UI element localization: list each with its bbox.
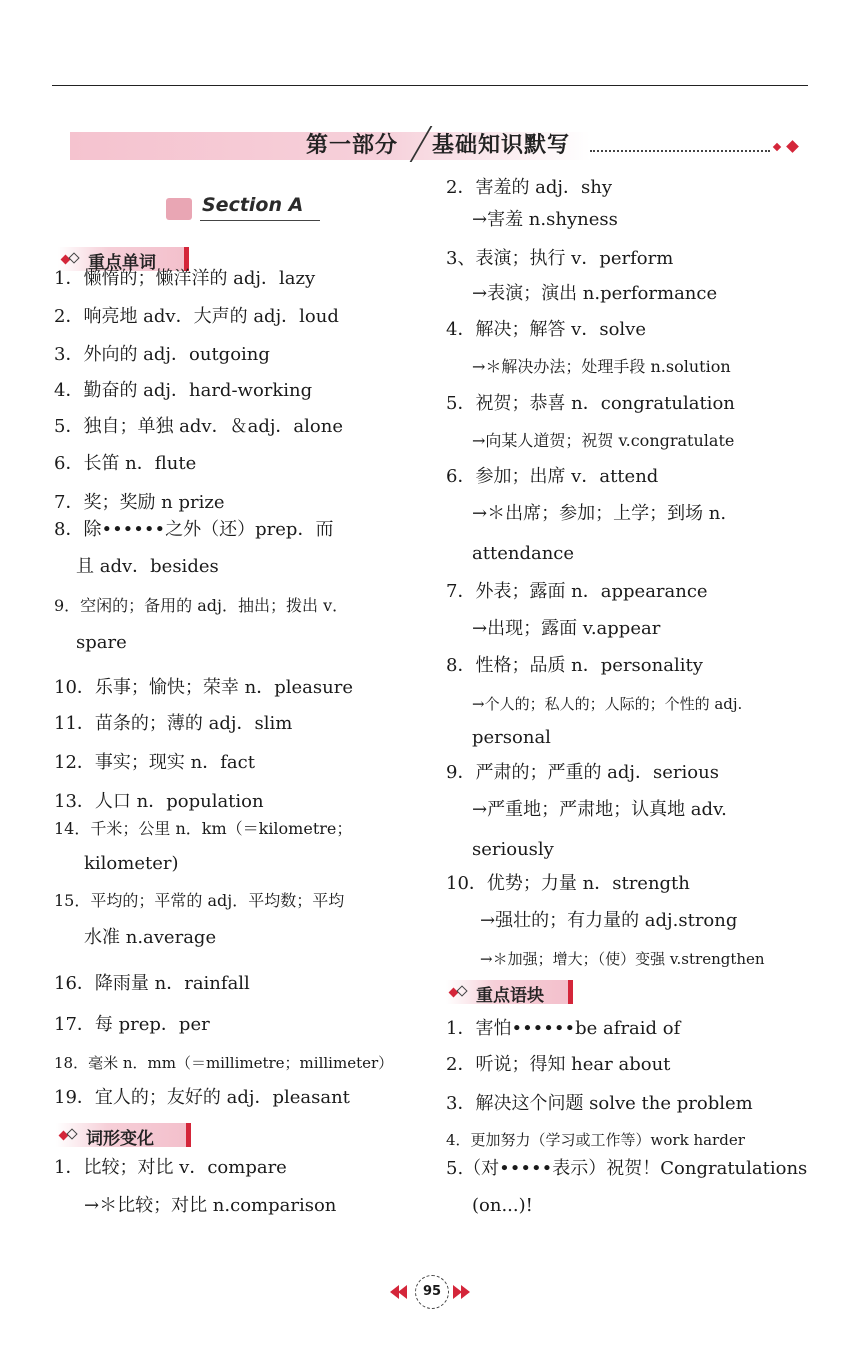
- vocab-line: 8．除••••••之外（还）prep．而: [54, 519, 334, 540]
- wordform-line: →强壮的；有力量的 adj.strong: [480, 910, 738, 931]
- vocab-line: 16．降雨量 n．rainfall: [54, 973, 250, 994]
- phrase-line: 4．更加努力（学习或工作等）work harder: [446, 1131, 745, 1149]
- wordform-line: →个人的；私人的；人际的；个性的 adj.: [472, 695, 743, 713]
- vocab-line: 2．响亮地 adv．大声的 adj．loud: [54, 306, 339, 327]
- section-heading: [160, 192, 330, 226]
- wordform-line: attendance: [472, 543, 575, 564]
- wordform-line: →出现；露面 v.appear: [472, 618, 661, 639]
- wordform-line: →＊比较；对比 n.comparison: [84, 1195, 337, 1216]
- wordform-line: →＊加强；增大；（使）变强 v.strengthen: [480, 950, 765, 968]
- wordform-line: 3、表演；执行 v．perform: [446, 248, 674, 269]
- wordform-line: →表演；演出 n.performance: [472, 283, 718, 304]
- wordform-line: 4．解决；解答 v．solve: [446, 319, 646, 340]
- wordform-line: 10．优势；力量 n．strength: [446, 873, 690, 894]
- phrase-line: 5.（对•••••表示）祝贺！Congratulations: [446, 1158, 808, 1179]
- prev-arrow-icon: [398, 1285, 407, 1299]
- vocab-line: 18．毫米 n．mm（＝millimetre；millimeter）: [54, 1054, 394, 1072]
- vocab-line: 3．外向的 adj．outgoing: [54, 344, 270, 365]
- diamond-icon: [786, 140, 799, 153]
- diamond-icon: [773, 143, 781, 151]
- section-title: Section A: [202, 194, 304, 216]
- vocab-line: 11．苗条的；薄的 adj．slim: [54, 713, 293, 734]
- wordform-line: 6．参加；出席 v．attend: [446, 466, 659, 487]
- diamond-pair-icon: [60, 1130, 76, 1140]
- part-banner: [70, 126, 808, 164]
- page-footer: [390, 1272, 470, 1312]
- banner-part-label: 第一部分: [306, 133, 399, 158]
- banner-dotted-line: [590, 150, 770, 152]
- wordform-line: 8．性格；品质 n．personality: [446, 655, 703, 676]
- vocab-line: 6．长笛 n．flute: [54, 453, 197, 474]
- vocab-line: kilometer): [84, 853, 179, 874]
- wordform-line: →严重地；严肃地；认真地 adv.: [472, 799, 727, 820]
- phrase-line: 2．听说；得知 hear about: [446, 1054, 671, 1075]
- vocab-line: 17．每 prep．per: [54, 1014, 210, 1035]
- vocab-line: 19．宜人的；友好的 adj．pleasant: [54, 1087, 350, 1108]
- vocab-line: 水准 n.average: [84, 927, 217, 948]
- wordform-line: 5．祝贺；恭喜 n．congratulation: [446, 393, 735, 414]
- cube-icon: [166, 198, 192, 220]
- page-number: 95: [415, 1275, 449, 1309]
- vocab-line: spare: [76, 632, 127, 653]
- vocab-line: 5．独自；单独 adv．＆adj．alone: [54, 416, 344, 437]
- diamond-pair-icon: [450, 987, 466, 997]
- vocab-line: 4．勤奋的 adj．hard-working: [54, 380, 313, 401]
- wordform-line: personal: [472, 727, 551, 748]
- next-arrow-icon: [461, 1285, 470, 1299]
- vocab-line: 14．千米；公里 n．km（＝kilometre；: [54, 819, 353, 838]
- banner-title: 基础知识默写: [432, 133, 571, 158]
- vocab-line: 15．平均的；平常的 adj．平均数；平均: [54, 891, 345, 910]
- vocab-line: 13．人口 n．population: [54, 791, 264, 812]
- wordform-line: 9．严肃的；严重的 adj．serious: [446, 762, 719, 783]
- wordform-line: →害羞 n.shyness: [472, 209, 618, 230]
- wordform-line: 2．害羞的 adj．shy: [446, 177, 613, 198]
- vocab-line: 7．奖；奖励 n prize: [54, 492, 225, 513]
- wordform-line: seriously: [472, 839, 554, 860]
- section-underline: [200, 220, 320, 221]
- vocab-line: 1．懒惰的；懒洋洋的 adj．lazy: [54, 268, 316, 289]
- vocab-line: 且 adv．besides: [76, 556, 219, 577]
- wordform-line: →向某人道贺；祝贺 v.congratulate: [472, 431, 735, 450]
- phrase-line: 1．害怕••••••be afraid of: [446, 1018, 681, 1039]
- vocab-line: 9．空闲的；备用的 adj．抽出；拨出 v．: [54, 596, 349, 615]
- wordform-line: 7．外表；露面 n．appearance: [446, 581, 708, 602]
- top-rule: [52, 85, 808, 86]
- wordform-line: →＊解决办法；处理手段 n.solution: [472, 357, 731, 376]
- wordform-line: 1．比较；对比 v．compare: [54, 1157, 287, 1178]
- vocab-line: 12．事实；现实 n．fact: [54, 752, 255, 773]
- wordform-line: →＊出席；参加；上学；到场 n.: [472, 503, 727, 524]
- phrase-line: 3．解决这个问题 solve the problem: [446, 1093, 753, 1114]
- diamond-pair-icon: [62, 254, 78, 264]
- phrase-line: (on...)!: [472, 1195, 533, 1216]
- vocab-line: 10．乐事；愉快；荣幸 n．pleasure: [54, 677, 353, 698]
